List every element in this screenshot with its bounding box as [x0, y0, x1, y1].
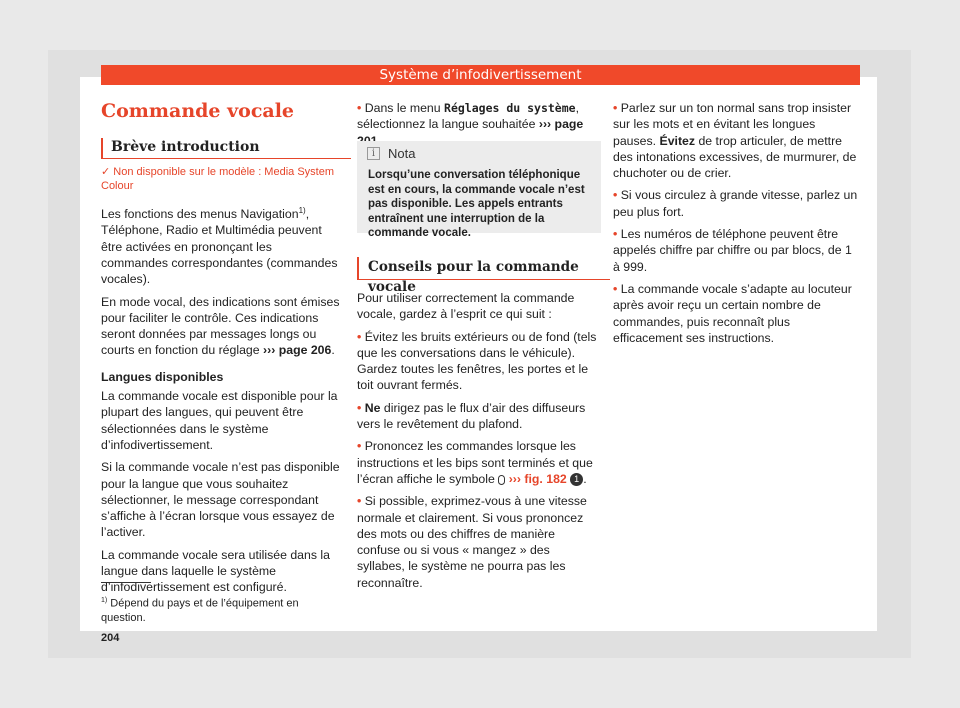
page-link[interactable]: ››› page 206 [263, 343, 332, 358]
text: . [583, 471, 587, 486]
bullet-item [357, 438, 601, 487]
paragraph: Pour utiliser correctement la commande vocale, gardez à l’esprit ce qui suit : [357, 291, 575, 322]
footnote-number: 1) [101, 597, 108, 604]
section-heading: Brève introduction [101, 138, 351, 159]
paragraph: La commande vocale sera utilisée dans la langue dans laquelle le système d’infodivertissement est configuré. [101, 547, 330, 595]
section-heading: Conseils pour la commande vocale [357, 257, 610, 280]
text: dirigez pas le flux d’air des diffuseurs vers le revêtement du plafond. [357, 400, 586, 432]
bullet: • [613, 227, 618, 242]
note-text: Lorsqu’une conversation téléphonique est en cours, la commande vocale n’est pas disponible. Les appels entrants entraînent une interruption de la commande vocale. [368, 169, 585, 240]
paragraph [101, 294, 341, 359]
bullet: • [613, 188, 618, 203]
bullet-item [613, 281, 859, 346]
emphasis: Ne [364, 400, 381, 415]
text: . [331, 343, 335, 358]
callout-badge: 1 [570, 473, 583, 486]
text: Dans le menu [364, 101, 445, 115]
bullet: • [613, 101, 618, 115]
bullet: • [357, 439, 362, 454]
bullet-item [613, 100, 859, 181]
bullet-item [357, 329, 601, 394]
text: , sélectionnez la langue souhaitée [357, 101, 580, 132]
bullet: • [357, 494, 362, 509]
right-column [613, 100, 859, 352]
microphone-icon [498, 475, 505, 485]
page-title: Commande vocale [101, 100, 295, 122]
bullet-item [613, 187, 859, 220]
menu-name: Réglages du système [444, 101, 576, 115]
text: Les numéros de téléphone peuvent être appelés chiffre par chiffre ou par blocs, de 1 à 999. [613, 227, 852, 274]
subheading: Langues disponibles [101, 369, 224, 384]
text: Évitez les bruits extérieurs ou de fond (tels que les conversations dans le véhicule). Gardez toutes les fenêtres, les portes et le toit ouvrant fermés. [357, 329, 597, 393]
left-column [101, 165, 341, 602]
paragraph [101, 203, 341, 288]
bullet-item [357, 400, 601, 433]
middle-column-bottom [357, 290, 601, 597]
bullet: • [613, 281, 618, 296]
bullet: • [357, 329, 362, 344]
note-header [367, 146, 415, 161]
paragraph: Si la commande vocale n’est pas disponible pour la langue que vous souhaitez sélectionner, le message correspondant s’affiche à l’écran lorsque vous essayez de l’activer. [101, 460, 340, 540]
text: En mode vocal, des indications sont émises pour faciliter le contrôle. Ces indications seront données par messages longs ou courts en fonction du réglage [101, 294, 340, 358]
check-icon: ✓ [101, 166, 111, 178]
text: Parlez sur un ton normal sans trop insister sur les mots et en évitant les longues pauses. [613, 101, 852, 148]
footnote [101, 594, 341, 625]
text: , Téléphone, Radio et Multimédia peuvent être activées en prononçant les commandes correspondantes (commandes vocales). [101, 207, 338, 287]
emphasis: Évitez [659, 133, 696, 148]
footnote-divider [101, 582, 151, 583]
text: Si vous circulez à grande vitesse, parlez un peu plus fort. [613, 188, 858, 219]
bullet: • [357, 101, 362, 115]
text: Si possible, exprimez-vous à une vitesse normale et clairement. Si vous prononcez des mots ou des chiffres de manière confuse ou si vous « mangez » des syllabes, le système ne pourra pas les reconnaître. [357, 494, 587, 590]
page-number: 204 [101, 632, 120, 644]
text: Les fonctions des menus Navigation [101, 207, 299, 222]
note-box [357, 141, 601, 240]
info-icon: i [367, 147, 380, 160]
bullet-item [613, 226, 859, 275]
paragraph: La commande vocale est disponible pour la plupart des langues, qui peuvent être sélectionnées dans le système d’infodivertissement. [101, 389, 338, 452]
page-link[interactable]: ››› page [538, 117, 584, 132]
bullet: • [357, 400, 362, 415]
text: Prononcez les commandes lorsque les instructions et les bips sont terminés et que l’écran affiche le symbole [357, 439, 593, 486]
footnote-text: Dépend du pays et de l’équipement en question. [101, 597, 299, 624]
text: de trop articuler, de mettre des intonations excessives, de murmurer, de chuchoter ou de crier. [613, 133, 857, 181]
footnote-ref[interactable]: 1) [298, 206, 306, 215]
availability-text: Non disponible sur le modèle : Media System Colour [101, 166, 335, 192]
text: La commande vocale s’adapte au locuteur après avoir reçu un certain nombre de commandes, puis reconnaît plus efficacement ses instructions. [613, 281, 852, 345]
figure-link[interactable]: ››› fig. 182 [508, 471, 567, 486]
availability-note [101, 165, 341, 193]
note-title: Nota [388, 146, 416, 161]
bullet-item [357, 493, 601, 591]
chapter-header: Système d’infodivertissement [101, 65, 860, 85]
